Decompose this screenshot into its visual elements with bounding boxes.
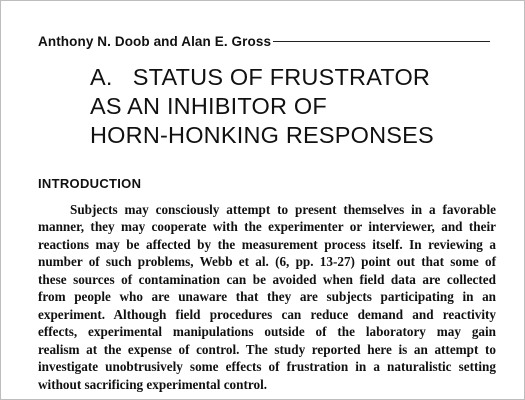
paragraph-line: these sources of contamination can be avoided when field data are collected [38,271,496,287]
paragraph-line: experiment. Although field procedures can reduce demand and reactivity [38,306,496,322]
paragraph-line: without sacrificing experimental control. [38,376,268,392]
author-line [38,31,490,51]
authors: Anthony N. Doob and Alan E. Gross [38,33,272,49]
paragraph-line: effects, experimental manipulations outside of the laboratory may gain [38,324,496,340]
paragraph-line: realism at the expense of control. The study reported here is an attempt to [38,341,496,357]
paragraph-line: from people who are unaware that they are subjects participating in an [38,289,496,305]
paragraph-line: number of such problems, Webb et al. (6, pp. 13-27) point out that some of [38,254,496,270]
author-rule [273,41,490,42]
introduction-paragraph [38,201,496,393]
paragraph-line: investigate unobtrusively some effects of frustration in a naturalistic setting [38,359,496,375]
section-heading: INTRODUCTION [38,176,142,191]
paragraph-line: reactions may be affected by the measurement process itself. In reviewing a [38,236,496,252]
paragraph-line: Subjects may consciously attempt to present themselves in a favorable [70,202,496,217]
paragraph-line: manner, they may cooperate with the experimenter or interviewer, and their [38,219,496,235]
paper-title: A. STATUS OF FRUSTRATOR AS AN INHIBITOR OF HORN-HONKING RESPONSES [90,64,434,148]
